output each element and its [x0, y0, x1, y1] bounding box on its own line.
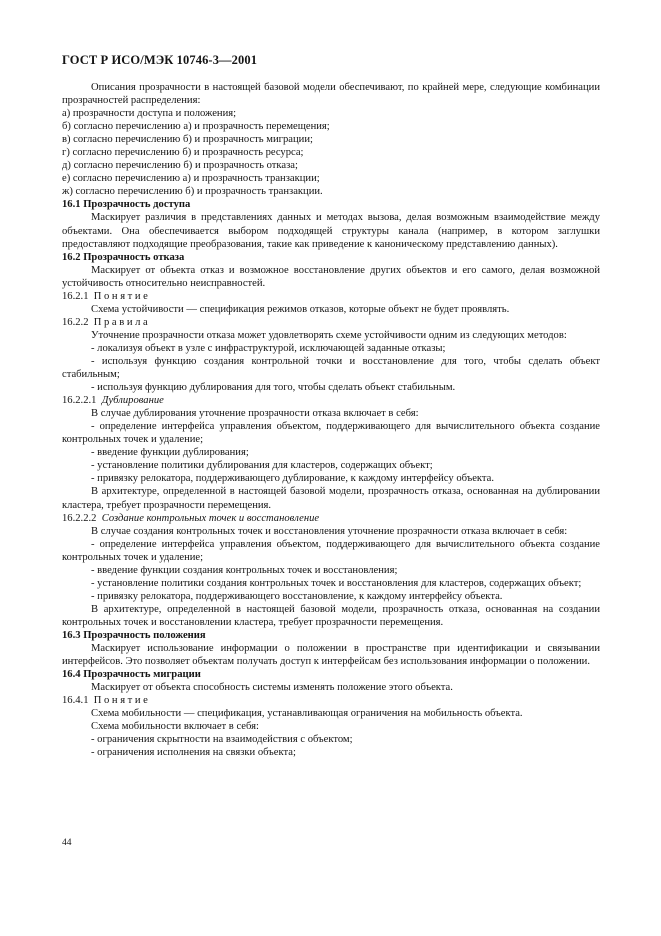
list-item: а) прозрачности доступа и положения; — [62, 108, 237, 120]
list-item: б) согласно перечислению а) и прозрачность перемещения; — [62, 121, 330, 133]
section-heading-16-4: 16.4 Прозрачность миграции — [62, 669, 201, 681]
subsection-number: 16.4.1 — [62, 695, 89, 707]
list-item: е) согласно перечислению а) и прозрачность транзакции; — [62, 173, 320, 185]
subsection-heading-16-2-2-2 — [62, 512, 600, 525]
section-text-16-3: Маскирует использование информации о положении в пространстве при идентификации и связывании интерфейсов. Это позволяет объектам получать доступ к интерфейсам без использования информации о положении. — [62, 643, 600, 668]
list-item: - привязку релокатора, поддерживающего восстановление, к каждому интерфейсу объекта. — [91, 590, 503, 602]
list-item: - привязку релокатора, поддерживающего дублирование, к каждому интерфейсу объекта. — [91, 473, 495, 485]
subsection-number: 16.2.1 — [62, 290, 89, 302]
section-heading-16-3: 16.3 Прозрачность положения — [62, 629, 206, 641]
list-item: г) согласно перечислению б) и прозрачность ресурса; — [62, 147, 304, 159]
architecture-note: В архитектуре, определенной в настоящей базовой модели, прозрачность отказа, основанная на создании контрольных точек и восстановлении кластера, требует прозрачности перемещения. — [62, 603, 600, 628]
list-item: - используя функцию дублирования для того, чтобы сделать объект стабильным. — [91, 382, 456, 394]
subsection-title: Дублирование — [101, 395, 164, 407]
intro-paragraph: Описания прозрачности в настоящей базовой модели обеспечивают, по крайней мере, следующие комбинации прозрачностей распределения: — [62, 82, 600, 107]
list-item: - определение интерфейса управления объектом, поддерживающего для вычислительного объекта создание контрольных точек и удаление; — [62, 538, 600, 563]
section-text-16-2: Маскирует от объекта отказ и возможное восстановление других объектов и его самого, делая возможной устойчивость относительно неисправностей. — [62, 264, 600, 289]
list-item: - введение функции создания контрольных точек и восстановления; — [91, 564, 398, 576]
subsection-word: Понятие — [93, 695, 151, 707]
subsection-number: 16.2.2 — [62, 316, 89, 328]
subsection-word: Понятие — [93, 290, 151, 302]
subsection-title: Создание контрольных точек и восстановление — [101, 512, 320, 524]
list-item: - ограничения скрытности на взаимодействия с объектом; — [91, 734, 353, 746]
list-item: - ограничения исполнения на связки объекта; — [91, 747, 296, 759]
subsection-heading-16-2-2-1 — [62, 394, 600, 407]
subsection-text: В случае создания контрольных точек и восстановления уточнение прозрачности отказа включает в себя: — [91, 525, 568, 537]
section-heading-16-1: 16.1 Прозрачность доступа — [62, 199, 191, 211]
document-body — [62, 81, 600, 759]
subsection-number: 16.2.2.2 — [62, 512, 97, 524]
section-text-16-1: Маскирует различия в представлениях данных и методах вызова, делая возможным взаимодействие между объектами. Она обеспечивается выбором подходящей структуры канала (например, в котором заглушки предоставляют подходящие преобразования, такие как приведение к каноническому представлению данных). — [62, 212, 600, 250]
subsection-text-16-2-1: Схема устойчивости — спецификация режимов отказов, которые объект не будет проявлять. — [91, 303, 510, 315]
subsection-text: В случае дублирования уточнение прозрачности отказа включает в себя: — [91, 408, 419, 420]
list-item: - используя функцию создания контрольной точки и восстановление для того, чтобы сделать объект стабильным; — [62, 355, 600, 381]
list-item: - установление политики дублирования для кластеров, содержащих объект; — [91, 460, 433, 472]
list-item: д) согласно перечислению б) и прозрачность отказа; — [62, 160, 298, 172]
subsection-text-16-4-1b: Схема мобильности включает в себя: — [91, 721, 259, 733]
list-item: ж) согласно перечислению б) и прозрачность транзакции. — [62, 186, 323, 198]
document-header: ГОСТ Р ИСО/МЭК 10746-3—2001 — [62, 53, 258, 67]
subsection-word: Правила — [93, 316, 151, 328]
list-item: - установление политики создания контрольных точек и восстановления для кластеров, содержащих объект; — [91, 577, 582, 589]
subsection-text-16-4-1: Схема мобильности — спецификация, устанавливающая ограничения на мобильность объекта. — [91, 708, 523, 720]
subsection-heading-16-2-2 — [62, 316, 600, 329]
list-item: - определение интерфейса управления объектом, поддерживающего для вычислительного объекта создание контрольных точек и удаление; — [62, 421, 600, 446]
section-heading-16-2: 16.2 Прозрачность отказа — [62, 251, 185, 263]
list-item: в) согласно перечислению б) и прозрачность миграции; — [62, 134, 313, 146]
list-item: - локализуя объект в узле с инфраструктурой, исключающей заданные отказы; — [91, 342, 446, 354]
architecture-note: В архитектуре, определенной в настоящей базовой модели, прозрачность отказа, основанная на дублировании кластера, требует прозрачности перемещения. — [62, 486, 600, 511]
page-number: 44 — [62, 838, 72, 848]
subsection-text-16-2-2: Уточнение прозрачности отказа может удовлетворять схеме устойчивости одним из следующих методов: — [91, 329, 567, 341]
list-item: - введение функции дублирования; — [91, 447, 249, 459]
section-text-16-4: Маскирует от объекта способность системы изменять положение этого объекта. — [91, 682, 453, 694]
subsection-heading-16-2-1 — [62, 290, 600, 303]
subsection-number: 16.2.2.1 — [62, 395, 97, 407]
subsection-heading-16-4-1 — [62, 694, 600, 707]
